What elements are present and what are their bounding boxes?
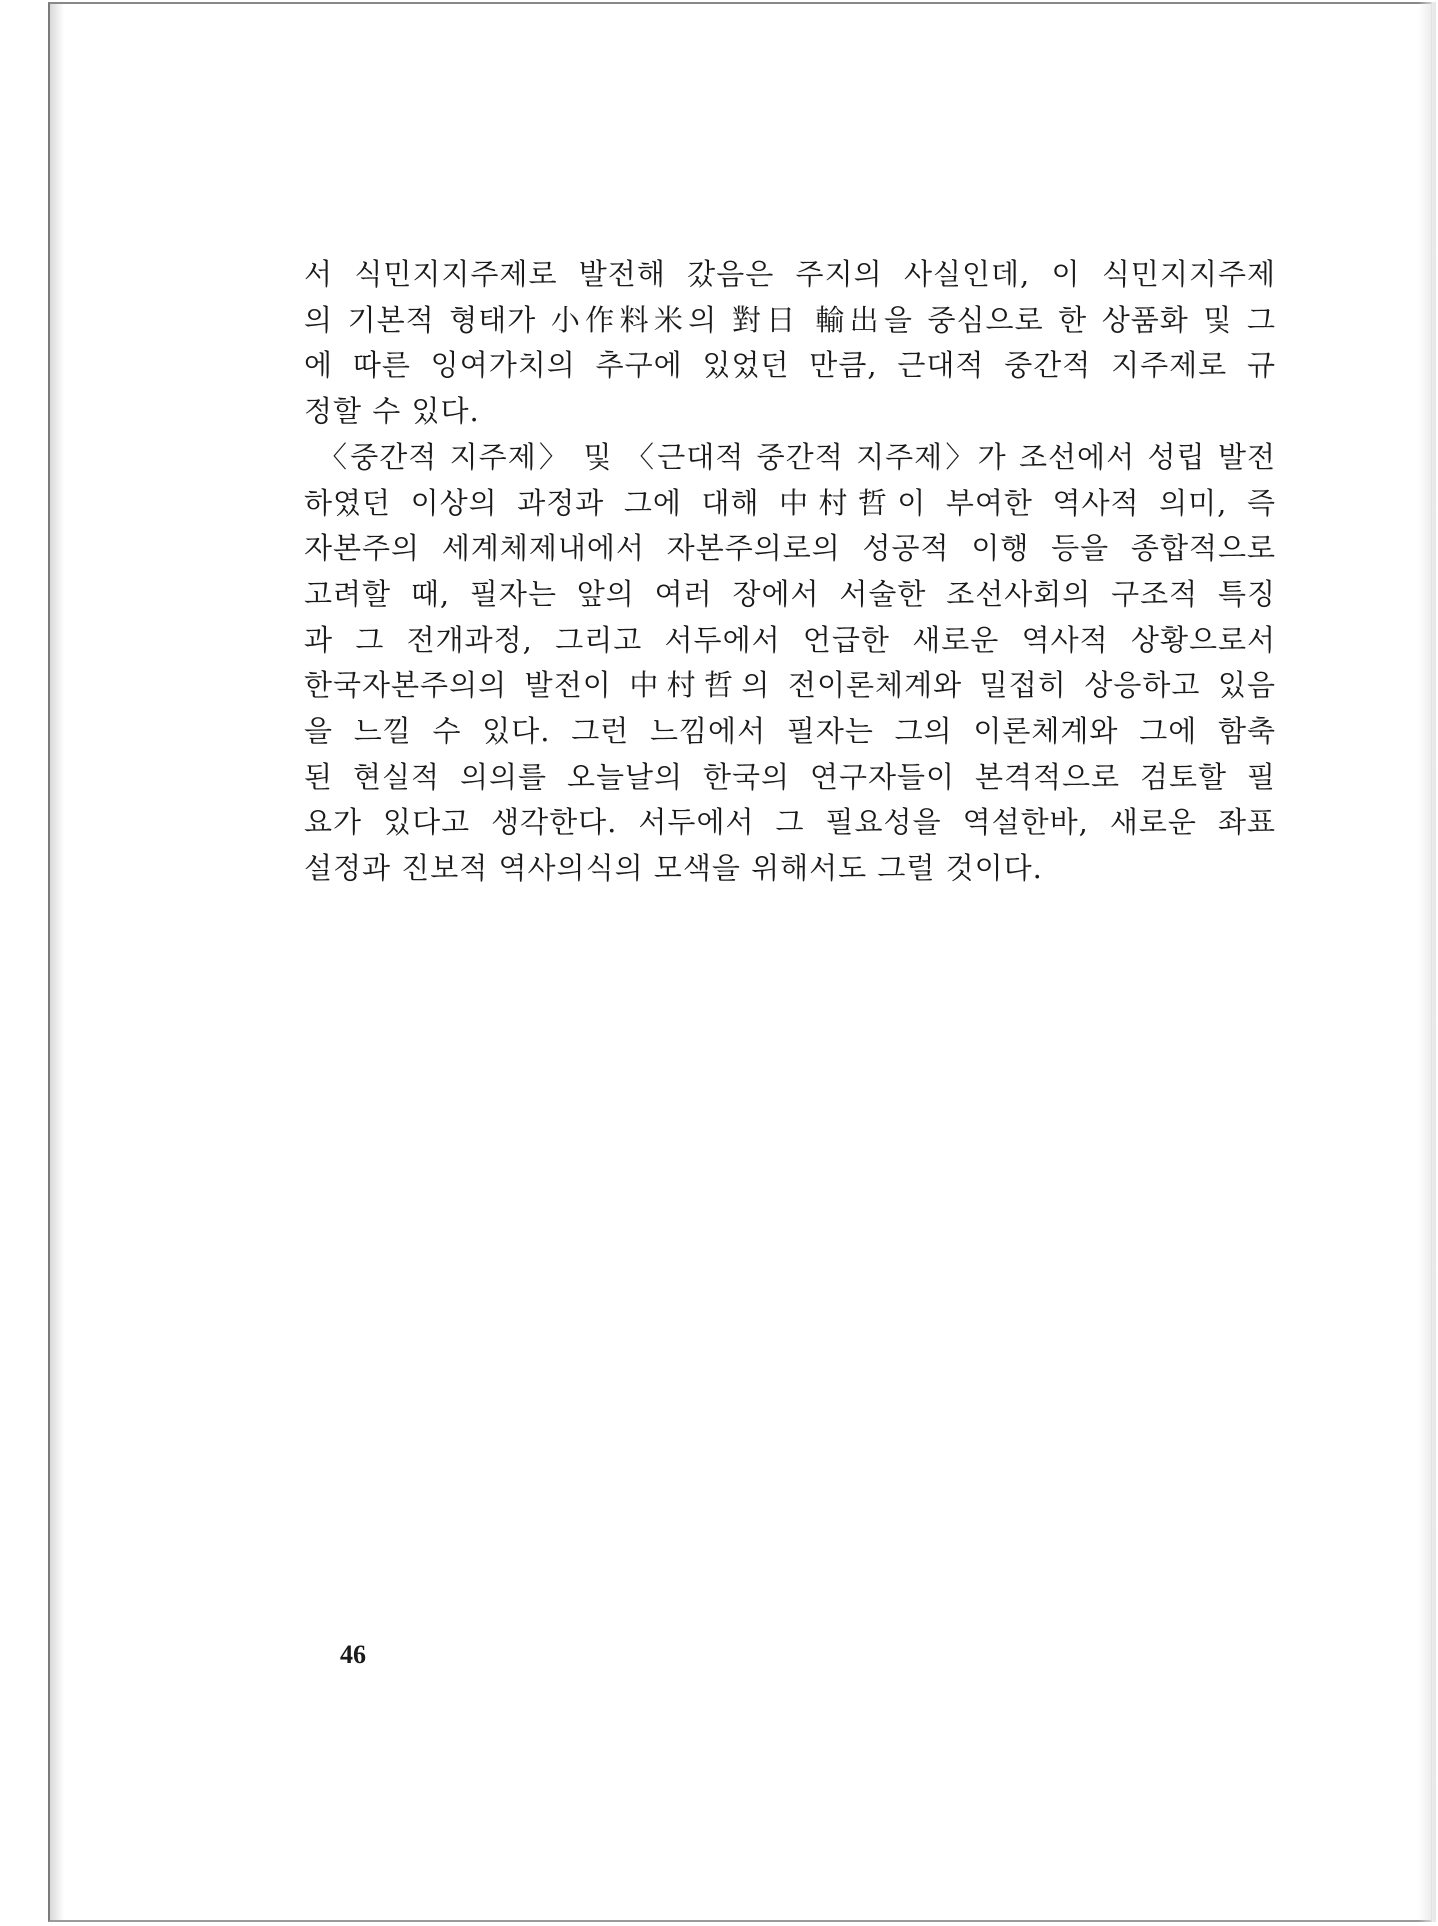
text-line: 자본주의 세계체제내에서 자본주의로의 성공적 이행 등을 종합적으로 [304, 531, 1276, 566]
body-text [304, 252, 1276, 892]
text-line: 과 그 전개과정, 그리고 서두에서 언급한 새로운 역사적 상황으로서 [304, 622, 1276, 657]
text-line: 의 기본적 형태가 小作料米의 對日 輸出을 중심으로 한 상품화 및 그 [304, 302, 1276, 337]
text-line: 하였던 이상의 과정과 그에 대해 中村哲이 부여한 역사적 의미, 즉 [304, 485, 1276, 520]
edge-shadow [1418, 2, 1436, 1922]
text-line: 한국자본주의의 발전이 中村哲의 전이론체계와 밀접히 상응하고 있음 [304, 668, 1276, 703]
text-line: 〈중간적 지주제〉 및 〈근대적 중간적 지주제〉가 조선에서 성립 발전 [318, 439, 1276, 474]
text-line: 고려할 때, 필자는 앞의 여러 장에서 서술한 조선사회의 구조적 특징 [304, 576, 1276, 611]
text-line: 요가 있다고 생각한다. 서두에서 그 필요성을 역설한바, 새로운 좌표 [304, 805, 1276, 840]
text-line: 된 현실적 의의를 오늘날의 한국의 연구자들이 본격적으로 검토할 필 [304, 759, 1276, 794]
text-line: 설정과 진보적 역사의식의 모색을 위해서도 그럴 것이다. [304, 851, 1043, 886]
text-line: 서 식민지지주제로 발전해 갔음은 주지의 사실인데, 이 식민지지주제 [304, 257, 1276, 291]
text-line: 에 따른 잉여가치의 추구에 있었던 만큼, 근대적 중간적 지주제로 규 [304, 348, 1276, 383]
text-line: 을 느낄 수 있다. 그런 느낌에서 필자는 그의 이론체계와 그에 함축 [304, 714, 1276, 749]
page-number: 46 [340, 1640, 366, 1669]
binding-shadow [50, 4, 64, 1920]
text-line: 정할 수 있다. [304, 394, 480, 429]
